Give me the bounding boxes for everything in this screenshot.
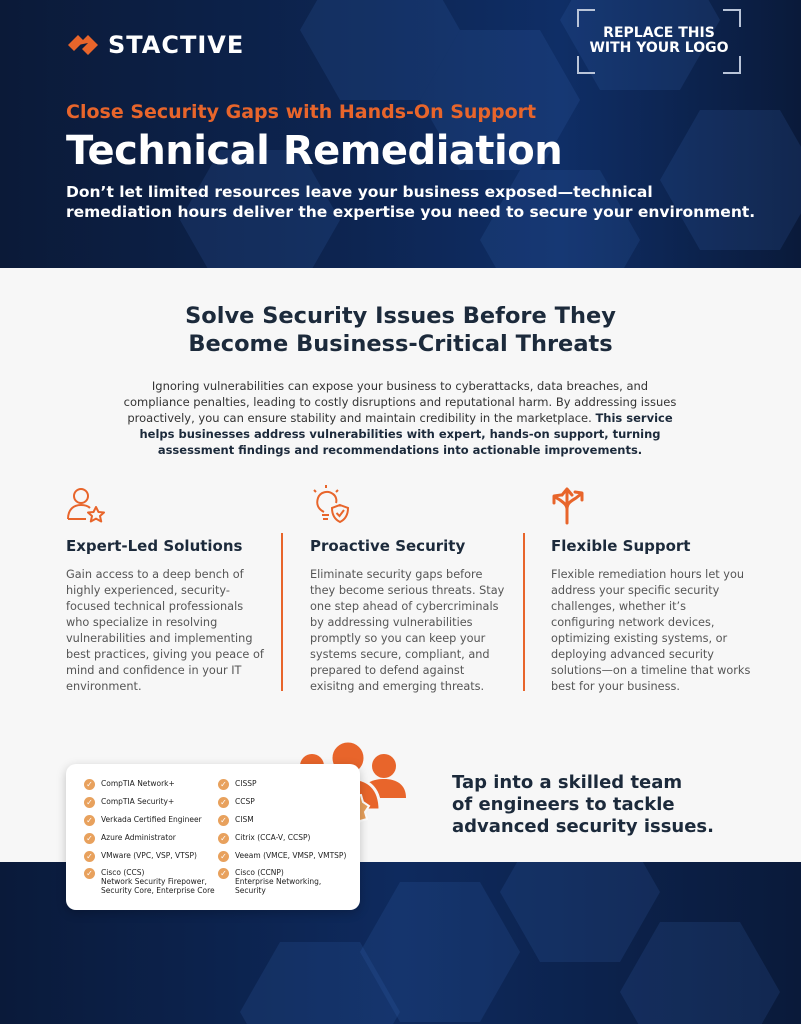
section-heading-line1: Solve Security Issues Before They: [185, 303, 616, 329]
check-icon: ✓: [218, 833, 229, 844]
split-arrows-icon: [551, 485, 591, 525]
section-heading-line2: Become Business-Critical Threats: [188, 331, 613, 357]
hero-banner: [0, 0, 801, 268]
lightbulb-shield-icon: [310, 485, 350, 525]
cert-item: ✓ Cisco (CCS) Network Security Firepower, Security Core, Enterprise Core: [84, 868, 215, 895]
feature-title: Proactive Security: [310, 537, 466, 555]
stactive-logo-mark-icon: [66, 30, 100, 60]
cert-item: ✓ Veeam (VMCE, VMSP, VMTSP): [218, 851, 346, 862]
feature-expert-led: [66, 485, 266, 695]
cert-item: ✓ CompTIA Network+: [84, 779, 175, 790]
column-divider: [281, 533, 283, 691]
logo-placeholder: [577, 9, 741, 74]
hero-subtitle: Don’t let limited resources leave your business exposed—technical remediation hours deliver the expertise you need to secure your environment.: [66, 183, 756, 221]
cert-item: ✓ CISM: [218, 815, 254, 826]
check-icon: ✓: [84, 851, 95, 862]
feature-body: Flexible remediation hours let you address your specific security challenges, whether it’s configuring network devices, optimizing existing systems, or deploying advanced security solutions—on a timeline that works best for your business.: [551, 568, 751, 693]
certifications-card: [66, 764, 360, 910]
check-icon: ✓: [84, 833, 95, 844]
section-heading: [0, 302, 801, 358]
feature-proactive: [310, 485, 510, 695]
cert-item: ✓ CCSP: [218, 797, 255, 808]
logo-placeholder-line2: WITH YOUR LOGO: [589, 40, 729, 56]
feature-body: Gain access to a deep bench of highly experienced, security-focused technical professionals who specialize in resolving vulnerabilities and implementing best practices, giving you peace of mind and confidence in your IT environment.: [66, 568, 264, 693]
cert-item: ✓ VMware (VPC, VSP, VTSP): [84, 851, 197, 862]
check-icon: ✓: [218, 851, 229, 862]
logo-wordmark: STACTIVE: [108, 31, 245, 59]
expert-user-star-icon: [66, 485, 106, 525]
feature-flexible: [551, 485, 751, 695]
stactive-logo: [66, 30, 244, 60]
check-icon: ✓: [218, 815, 229, 826]
tagline-line3: advanced security issues.: [452, 816, 714, 837]
cert-item: ✓ Verkada Certified Engineer: [84, 815, 202, 826]
feature-body: Eliminate security gaps before they become serious threats. Stay one step ahead of cybercriminals by addressing vulnerabilities promptly so you can keep your systems secure, compliant, and prepared to defend against exisitng and emerging threats.: [310, 568, 505, 693]
cert-item: ✓ Azure Administrator: [84, 833, 176, 844]
cert-item: ✓ CompTIA Security+: [84, 797, 174, 808]
tagline-line2: of engineers to tackle: [452, 794, 675, 815]
cert-item: ✓ CISSP: [218, 779, 257, 790]
team-tagline: [452, 772, 772, 838]
logo-placeholder-line1: REPLACE THIS: [603, 25, 715, 41]
tagline-line1: Tap into a skilled team: [452, 772, 683, 793]
cert-item: ✓ Cisco (CCNP) Enterprise Networking, Security: [218, 868, 321, 895]
check-icon: ✓: [84, 815, 95, 826]
hero-eyebrow: Close Security Gaps with Hands-On Support: [66, 101, 537, 123]
check-icon: ✓: [84, 779, 95, 790]
check-icon: ✓: [218, 779, 229, 790]
intro-regular-text: Ignoring vulnerabilities can expose your business to cyberattacks, data breaches, and compliance penalties, leading to costly disruptions and reputational harm. By addressing issues proactively, you can ensure stability and maintain credibility in the marketplace.: [123, 379, 677, 425]
column-divider: [523, 533, 525, 691]
page-title: Technical Remediation: [66, 128, 563, 174]
check-icon: ✓: [84, 868, 95, 879]
check-icon: ✓: [218, 868, 229, 879]
intro-paragraph: [120, 378, 680, 458]
check-icon: ✓: [84, 797, 95, 808]
cert-item: ✓ Citrix (CCA-V, CCSP): [218, 833, 310, 844]
check-icon: ✓: [218, 797, 229, 808]
feature-title: Flexible Support: [551, 537, 691, 555]
feature-title: Expert-Led Solutions: [66, 537, 243, 555]
intro-bold-text: This service helps businesses address vulnerabilities with expert, hands-on support, turning assessment findings and recommendations into actionable improvements.: [139, 411, 673, 457]
